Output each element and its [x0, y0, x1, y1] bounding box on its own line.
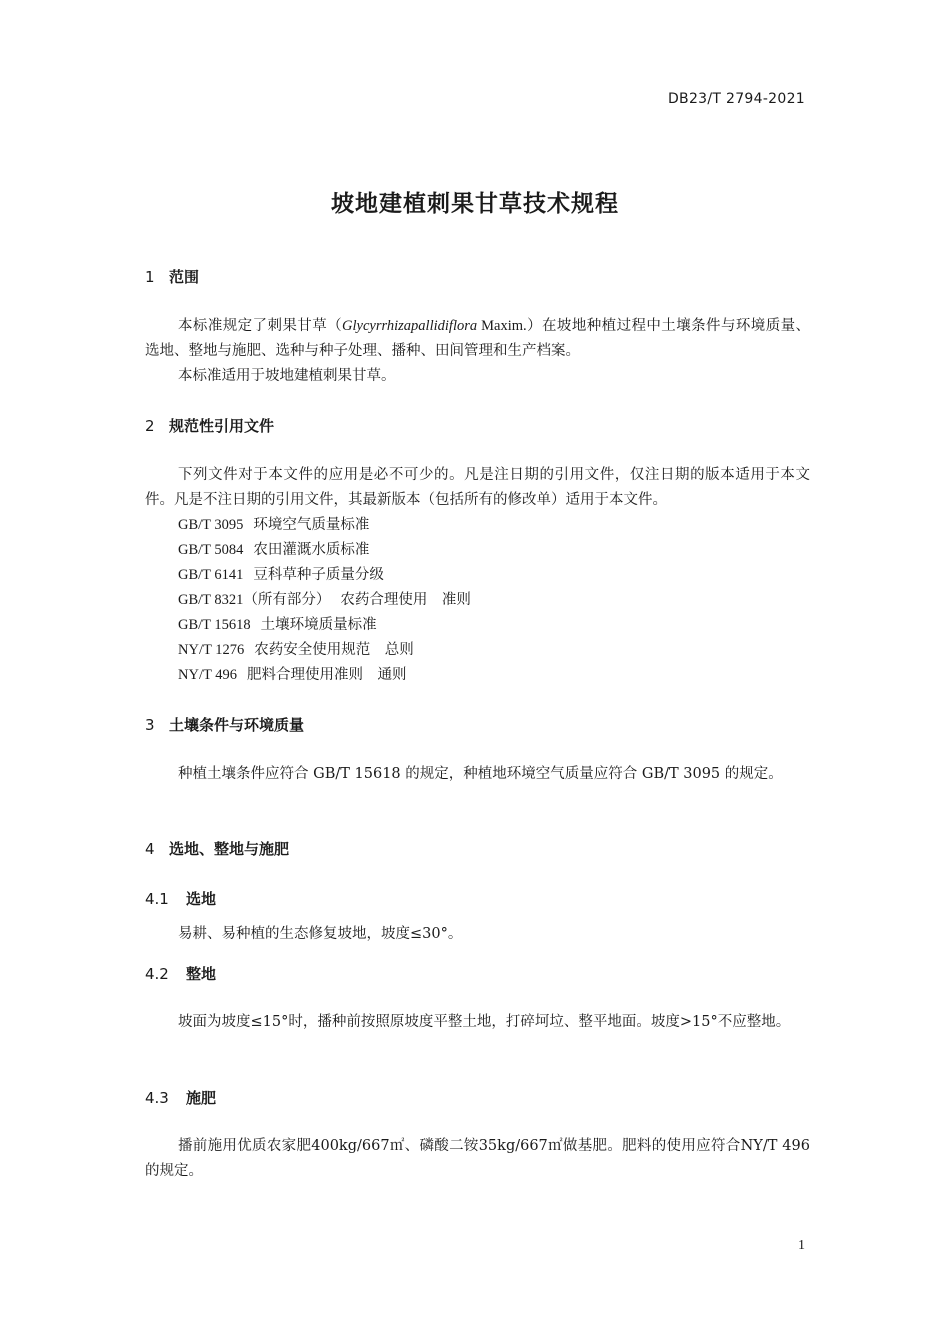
reference-item: GB/T 3095 环境空气质量标准 [178, 517, 370, 533]
section-4-2-paragraph: 坡面为坡度≤15°时，播种前按照原坡度平整土地，打碎坷垃、整平地面。坡度>15°不应整地。 [178, 1014, 791, 1030]
section-title: 选地 [186, 890, 217, 908]
section-1-paragraph-1: 本标准规定了刺果甘草（Glycyrrhizapallidiflora Maxim.）在坡地种植过程中土壤条件与环境质量、选地、整地与施肥、选种与种子处理、播种、田间管理和生产档案。 [145, 318, 811, 359]
section-title: 施肥 [186, 1089, 217, 1107]
reference-item: GB/T 8321（所有部分） 农药合理使用 准则 [178, 592, 471, 608]
species-name: Glycyrrhizapallidiflora [342, 318, 478, 334]
reference-item: NY/T 496 肥料合理使用准则 通则 [178, 667, 407, 683]
section-number: 2 [145, 417, 155, 435]
section-2-heading [145, 415, 274, 436]
section-2-intro: 下列文件对于本文件的应用是必不可少的。凡是注日期的引用文件，仅注日期的版本适用于本文件。凡是不注日期的引用文件，其最新版本（包括所有的修改单）适用于本文件。 [145, 467, 810, 508]
section-1-paragraph-2: 本标准适用于坡地建植刺果甘草。 [178, 368, 396, 384]
section-number: 4.3 [145, 1089, 169, 1107]
section-number: 4 [145, 840, 155, 858]
section-title: 整地 [186, 965, 217, 983]
section-4-heading [145, 838, 289, 859]
section-4-1-paragraph: 易耕、易种植的生态修复坡地，坡度≤30°。 [178, 926, 463, 942]
reference-item: GB/T 15618 土壤环境质量标准 [178, 617, 377, 633]
section-1-heading [145, 266, 199, 287]
section-4-3-paragraph: 播前施用优质农家肥400kg/667㎡、磷酸二铵35kg/667㎡做基肥。肥料的使用应符合NY/T 496 的规定。 [145, 1138, 810, 1179]
section-number: 1 [145, 268, 155, 286]
section-number: 4.1 [145, 890, 169, 908]
section-3-paragraph: 种植土壤条件应符合 GB/T 15618 的规定，种植地环境空气质量应符合 GB/T 3095 的规定。 [178, 766, 783, 782]
section-4-1-heading [145, 888, 216, 909]
section-title: 选地、整地与施肥 [169, 840, 290, 858]
section-title: 规范性引用文件 [169, 417, 275, 435]
section-title: 土壤条件与环境质量 [169, 716, 305, 734]
section-4-3-heading [145, 1087, 216, 1108]
section-title: 范围 [169, 268, 200, 286]
section-3-heading [145, 714, 304, 735]
species-author: Maxim. [477, 318, 527, 334]
reference-item: GB/T 6141 豆科草种子质量分级 [178, 567, 384, 583]
reference-item: NY/T 1276 农药安全使用规范 总则 [178, 642, 414, 658]
section-number: 4.2 [145, 965, 169, 983]
document-title: 坡地建植刺果甘草技术规程 [331, 191, 619, 217]
page-number: 1 [798, 1238, 805, 1253]
reference-item: GB/T 5084 农田灌溉水质标准 [178, 542, 370, 558]
section-4-2-heading [145, 963, 216, 984]
section-number: 3 [145, 716, 155, 734]
standard-code: DB23/T 2794-2021 [667, 91, 805, 107]
